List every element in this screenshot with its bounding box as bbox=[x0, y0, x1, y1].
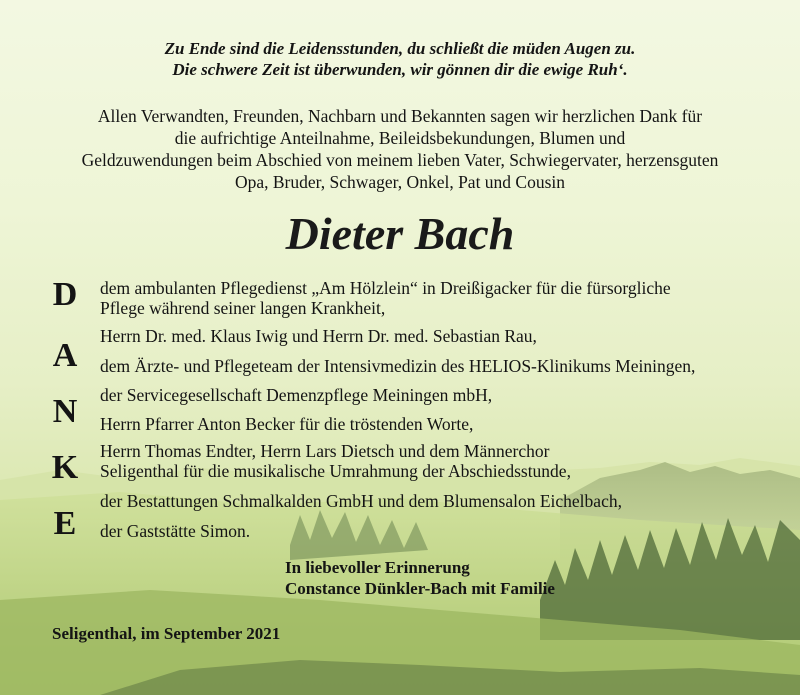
thanks-list-line: Herrn Thomas Endter, Herrn Lars Dietsch und dem Männerchor bbox=[100, 441, 550, 461]
thanks-list-line: Herrn Pfarrer Anton Becker für die tröstenden Worte, bbox=[100, 414, 474, 434]
danke-letter: E bbox=[53, 505, 77, 542]
thanks-paragraph bbox=[0, 105, 800, 193]
poem-line: Die schwere Zeit ist überwunden, wir gönnen dir die ewige Ruh‘. bbox=[172, 60, 628, 79]
deceased-name: Dieter Bach bbox=[285, 208, 515, 259]
poem-motto bbox=[0, 38, 800, 80]
thanks-list-line: dem Ärzte- und Pflegeteam der Intensivmedizin des HELIOS-Klinikums Meiningen, bbox=[100, 356, 696, 376]
thanks-list-line: Pflege während seiner langen Krankheit, bbox=[100, 298, 386, 318]
danke-letter: A bbox=[52, 337, 78, 374]
signature-name: Constance Dünkler-Bach mit Familie bbox=[285, 579, 555, 598]
poem-line: Zu Ende sind die Leidensstunden, du schließt die müden Augen zu. bbox=[164, 39, 636, 58]
thanks-line: die aufrichtige Anteilnahme, Beileidsbekundungen, Blumen und bbox=[174, 128, 626, 148]
danke-letter: K bbox=[51, 449, 79, 486]
thanks-list-line: der Bestattungen Schmalkalden GmbH und dem Blumensalon Eichelbach, bbox=[100, 491, 622, 511]
danke-letter: D bbox=[52, 276, 78, 313]
danke-letter: N bbox=[52, 393, 78, 430]
place-date: Seligenthal, im September 2021 bbox=[52, 624, 281, 643]
signature-block bbox=[285, 557, 555, 599]
thanks-line: Allen Verwandten, Freunden, Nachbarn und Bekannten sagen wir herzlichen Dank für bbox=[97, 106, 703, 126]
thanks-list-line: Herrn Dr. med. Klaus Iwig und Herrn Dr. med. Sebastian Rau, bbox=[100, 326, 537, 346]
thanks-line: Geldzuwendungen beim Abschied von meinem lieben Vater, Schwiegervater, herzensguten bbox=[81, 150, 719, 170]
thanks-list-line: der Gaststätte Simon. bbox=[100, 521, 251, 541]
thanks-list-line: der Servicegesellschaft Demenzpflege Meiningen mbH, bbox=[100, 385, 493, 405]
thanks-list-line: Seligenthal für die musikalische Umrahmung der Abschiedsstunde, bbox=[100, 461, 571, 481]
thanks-list-line: dem ambulanten Pflegedienst „Am Hölzlein“ in Dreißigacker für die fürsorgliche bbox=[100, 278, 671, 298]
thanks-line: Opa, Bruder, Schwager, Onkel, Pat und Cousin bbox=[234, 172, 566, 192]
signature-line: In liebevoller Erinnerung bbox=[285, 558, 470, 577]
